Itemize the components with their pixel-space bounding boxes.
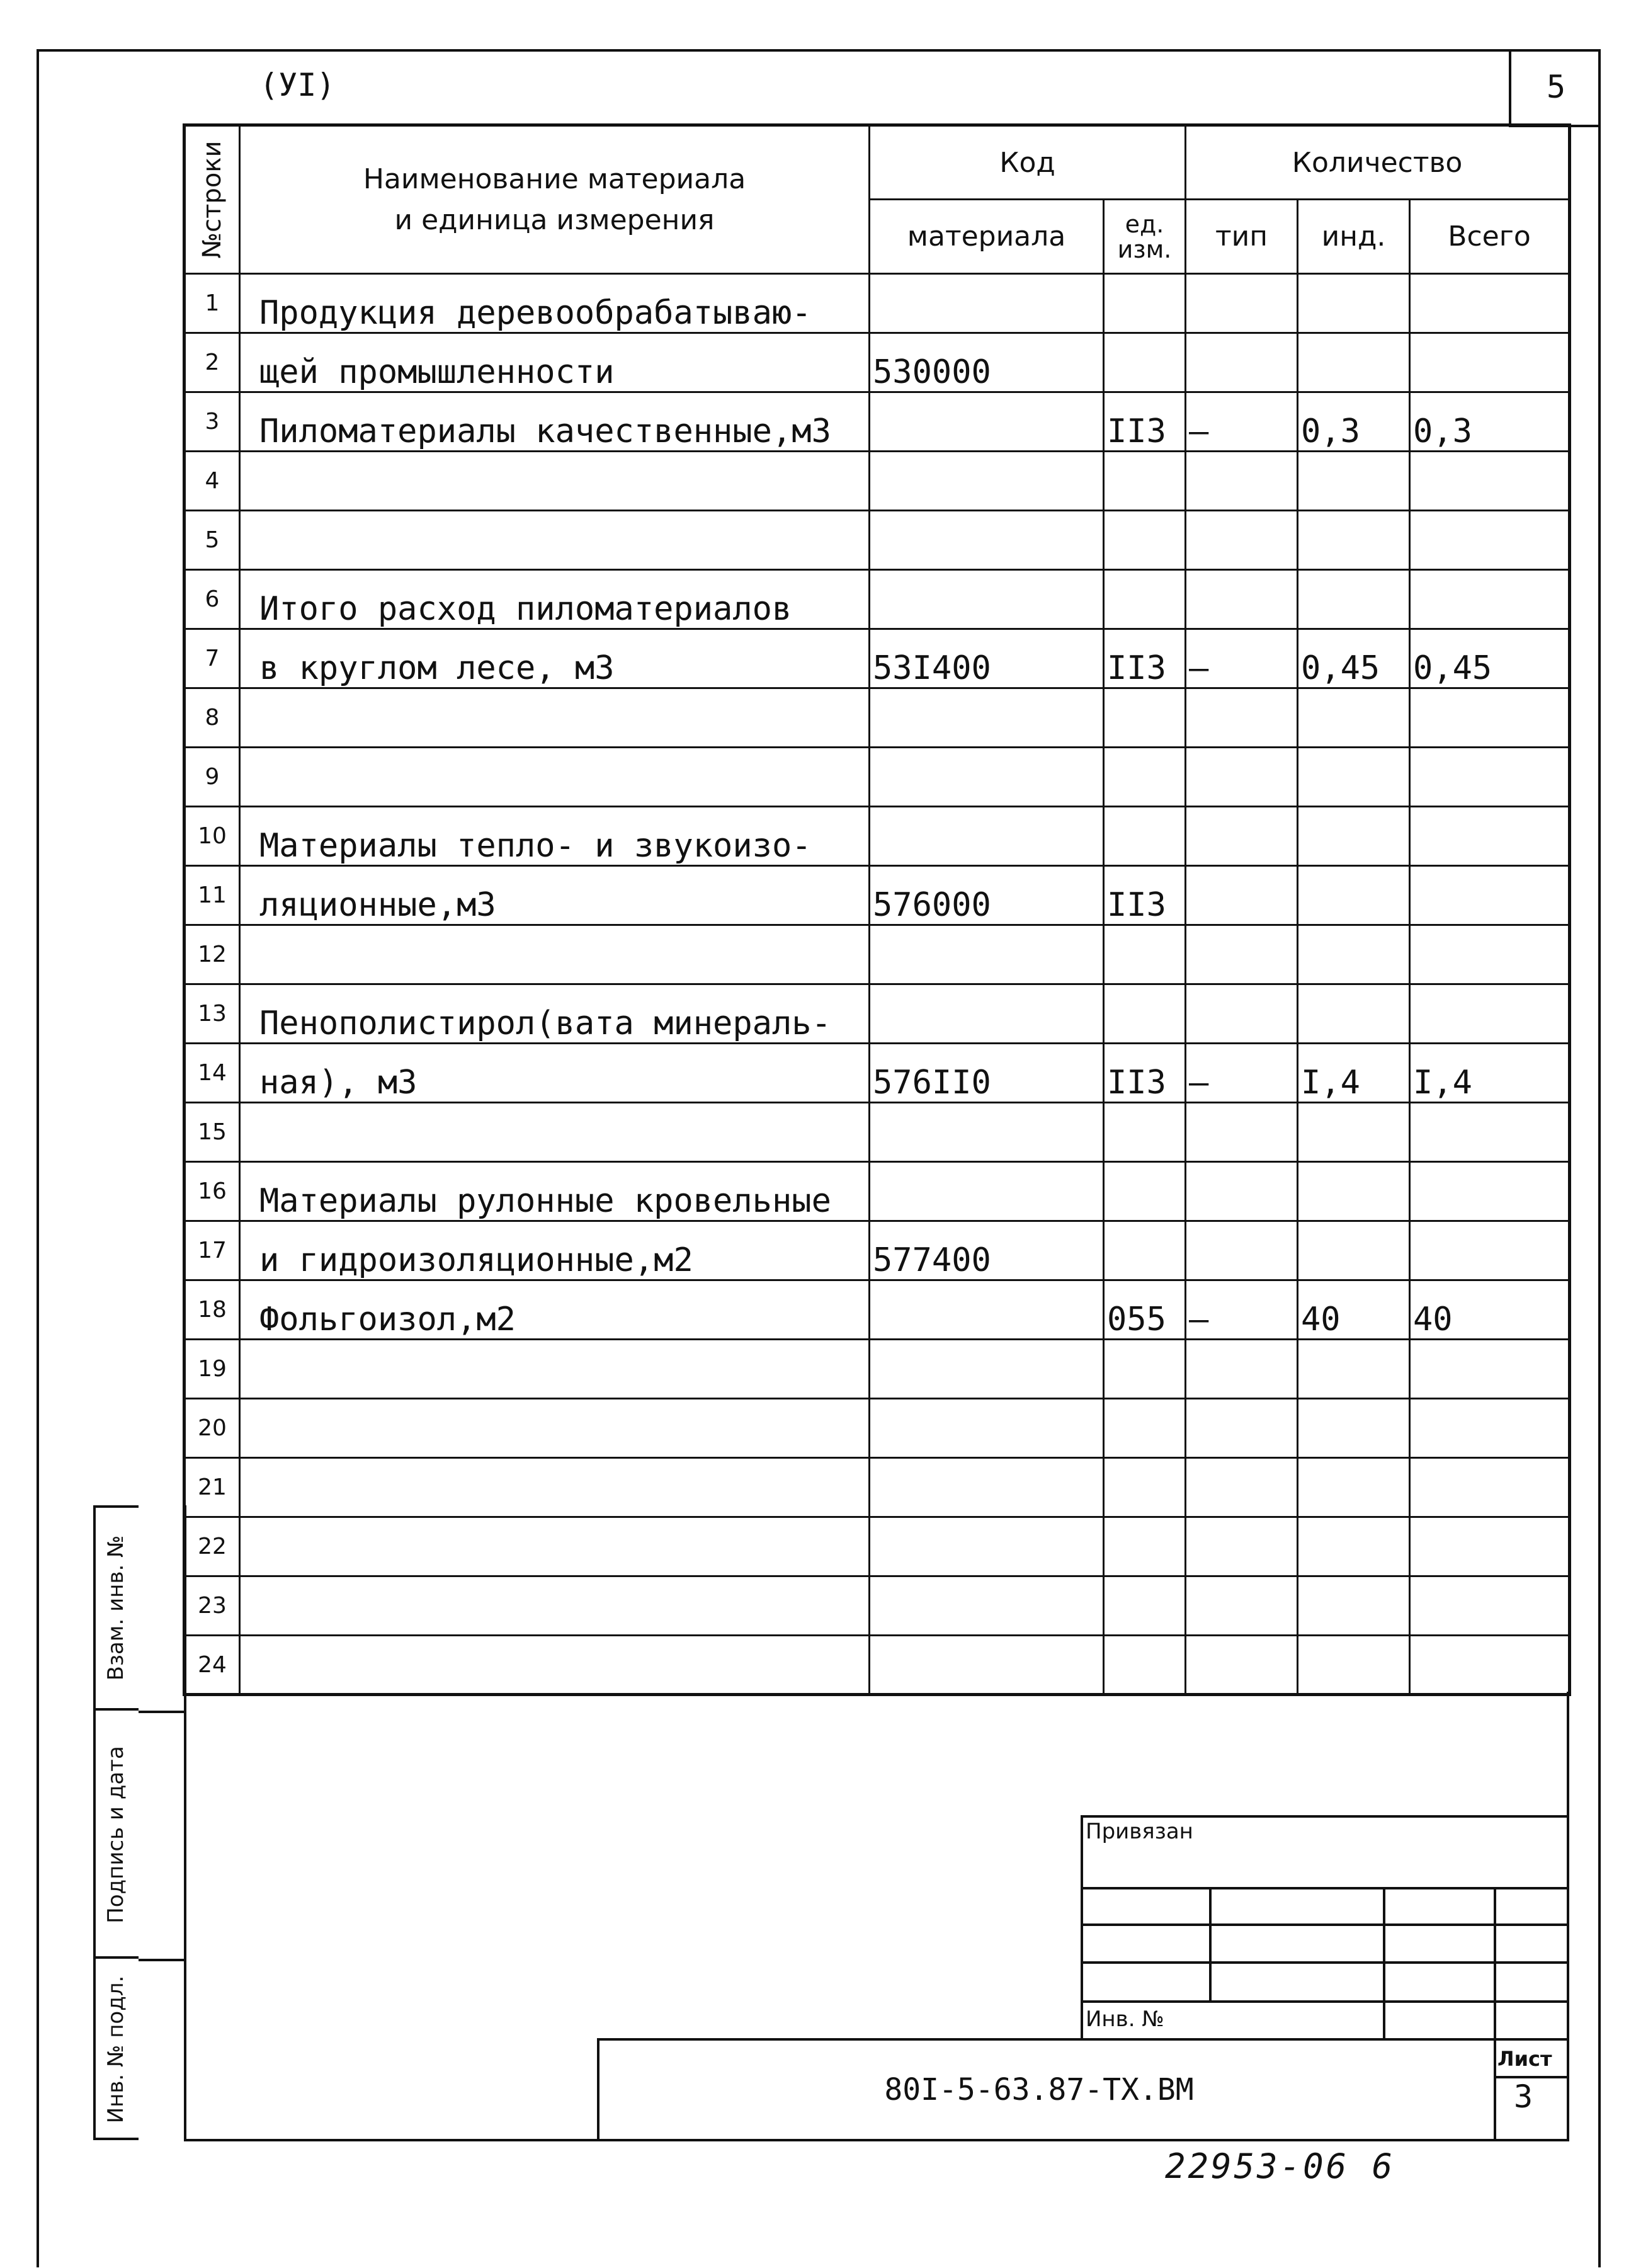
material-code: 530000	[870, 333, 1104, 392]
qty-total	[1410, 511, 1570, 570]
material-name	[240, 452, 870, 511]
materials-table-body	[185, 274, 1570, 1695]
qty-ind	[1298, 807, 1410, 866]
qty-ind	[1298, 925, 1410, 984]
material-name: Материалы тепло- и звукоизо-	[240, 807, 870, 866]
table-row	[185, 629, 1570, 688]
qty-type	[1186, 1221, 1298, 1280]
frame-bottom	[184, 2139, 1567, 2141]
qty-ind	[1298, 1636, 1410, 1695]
unit-code	[1104, 274, 1186, 333]
side-stamp-sign-date	[93, 1711, 186, 1959]
header-rownum: №строки	[185, 125, 240, 274]
table-row	[185, 1576, 1570, 1636]
page-number: 5	[1509, 49, 1601, 127]
bound-col-3	[1494, 1887, 1496, 2038]
row-number: 3	[185, 392, 240, 452]
document-code: 80I-5-63.87-ТХ.ВМ	[884, 2072, 1194, 2107]
stamp-side-divider-1	[139, 1711, 184, 1713]
table-row	[185, 274, 1570, 333]
table-row	[185, 1399, 1570, 1458]
qty-total	[1410, 984, 1570, 1044]
unit-code	[1104, 1103, 1186, 1162]
material-code	[870, 1280, 1104, 1340]
doc-block-top	[597, 2038, 1567, 2041]
material-name: ная), м3	[240, 1044, 870, 1103]
header-code-group: Код	[870, 125, 1186, 200]
qty-type	[1186, 570, 1298, 629]
material-name: щей промышленности	[240, 333, 870, 392]
unit-code	[1104, 511, 1186, 570]
page-frame-left	[37, 49, 39, 2267]
qty-total	[1410, 748, 1570, 807]
material-name: Итого расход пиломатериалов	[240, 570, 870, 629]
qty-total	[1410, 274, 1570, 333]
unit-code	[1104, 688, 1186, 748]
section-code: (УI)	[259, 67, 336, 103]
table-row	[185, 333, 1570, 392]
qty-total	[1410, 1103, 1570, 1162]
material-code	[870, 274, 1104, 333]
qty-total	[1410, 1517, 1570, 1576]
qty-total	[1410, 1576, 1570, 1636]
qty-type	[1186, 274, 1298, 333]
qty-type: –	[1186, 629, 1298, 688]
row-number: 22	[185, 1517, 240, 1576]
bound-col-2	[1383, 1887, 1385, 2038]
unit-code	[1104, 1162, 1186, 1221]
qty-ind	[1298, 1399, 1410, 1458]
qty-type	[1186, 1576, 1298, 1636]
qty-ind: 0,3	[1298, 392, 1410, 452]
table-row	[185, 1103, 1570, 1162]
table-row	[185, 1044, 1570, 1103]
qty-ind	[1298, 1576, 1410, 1636]
header-qty-type: тип	[1186, 200, 1298, 274]
material-name: Фольгоизол,м2	[240, 1280, 870, 1340]
table-row	[185, 452, 1570, 511]
header-code-unit: ед. изм.	[1104, 200, 1186, 274]
handwritten-number: 22953-06 6	[1165, 2146, 1395, 2186]
row-number: 10	[185, 807, 240, 866]
side-stamp-sign-date-label: Подпись и дата	[103, 1746, 128, 1923]
material-code	[870, 807, 1104, 866]
unit-code	[1104, 570, 1186, 629]
material-code	[870, 570, 1104, 629]
material-code: 576000	[870, 866, 1104, 925]
qty-total	[1410, 570, 1570, 629]
qty-total	[1410, 688, 1570, 748]
row-number: 20	[185, 1399, 240, 1458]
row-number: 7	[185, 629, 240, 688]
qty-type	[1186, 1636, 1298, 1695]
unit-code: II3	[1104, 392, 1186, 452]
qty-total	[1410, 452, 1570, 511]
row-number: 11	[185, 866, 240, 925]
qty-type	[1186, 984, 1298, 1044]
qty-ind	[1298, 1162, 1410, 1221]
sheet-number: 3	[1514, 2078, 1533, 2115]
material-code: 576II0	[870, 1044, 1104, 1103]
row-number: 14	[185, 1044, 240, 1103]
header-name	[240, 125, 870, 274]
header-qty-ind: инд.	[1298, 200, 1410, 274]
qty-type: –	[1186, 1280, 1298, 1340]
table-row	[185, 1517, 1570, 1576]
material-code	[870, 1636, 1104, 1695]
material-name: Пенополистирол(вата минераль-	[240, 984, 870, 1044]
side-stamp-inv-orig-label: Инв. № подл.	[103, 1975, 128, 2124]
unit-code	[1104, 1221, 1186, 1280]
qty-ind	[1298, 1103, 1410, 1162]
material-code	[870, 984, 1104, 1044]
material-code	[870, 748, 1104, 807]
unit-code	[1104, 452, 1186, 511]
material-name	[240, 1458, 870, 1517]
row-number: 12	[185, 925, 240, 984]
unit-code	[1104, 1636, 1186, 1695]
table-row	[185, 1340, 1570, 1399]
material-name	[240, 1517, 870, 1576]
unit-code: 055	[1104, 1280, 1186, 1340]
material-code	[870, 1576, 1104, 1636]
material-code	[870, 1399, 1104, 1458]
qty-ind	[1298, 333, 1410, 392]
row-number: 9	[185, 748, 240, 807]
qty-ind: 0,45	[1298, 629, 1410, 688]
qty-ind: 40	[1298, 1280, 1410, 1340]
qty-total: 0,3	[1410, 392, 1570, 452]
qty-type	[1186, 748, 1298, 807]
qty-total	[1410, 807, 1570, 866]
qty-ind	[1298, 688, 1410, 748]
qty-total	[1410, 333, 1570, 392]
material-name: Пиломатериалы качественные,м3	[240, 392, 870, 452]
inv-label: Инв. №	[1086, 2007, 1164, 2032]
row-number: 23	[185, 1576, 240, 1636]
row-number: 6	[185, 570, 240, 629]
sheet-col-left	[1494, 2038, 1496, 2140]
qty-total	[1410, 1399, 1570, 1458]
table-row	[185, 807, 1570, 866]
table-row	[185, 1221, 1570, 1280]
material-name	[240, 1636, 870, 1695]
unit-code	[1104, 925, 1186, 984]
qty-ind	[1298, 984, 1410, 1044]
qty-total	[1410, 1162, 1570, 1221]
bound-left	[1081, 1815, 1083, 2038]
unit-code	[1104, 748, 1186, 807]
row-number: 2	[185, 333, 240, 392]
header-name-line2: и единица измерения	[394, 204, 715, 236]
qty-ind	[1298, 1458, 1410, 1517]
material-name	[240, 1576, 870, 1636]
qty-ind	[1298, 1517, 1410, 1576]
qty-ind: I,4	[1298, 1044, 1410, 1103]
header-code-material: материала	[870, 200, 1104, 274]
row-number: 19	[185, 1340, 240, 1399]
qty-type	[1186, 807, 1298, 866]
qty-total: 40	[1410, 1280, 1570, 1340]
qty-type	[1186, 1103, 1298, 1162]
material-code	[870, 925, 1104, 984]
qty-total	[1410, 1458, 1570, 1517]
row-number: 18	[185, 1280, 240, 1340]
frame-right-inner	[1567, 1692, 1569, 2141]
qty-ind	[1298, 748, 1410, 807]
qty-type	[1186, 866, 1298, 925]
qty-total	[1410, 925, 1570, 984]
unit-code	[1104, 333, 1186, 392]
material-code	[870, 392, 1104, 452]
qty-ind	[1298, 1221, 1410, 1280]
table-row	[185, 570, 1570, 629]
unit-code	[1104, 1517, 1186, 1576]
qty-type: –	[1186, 1044, 1298, 1103]
unit-code	[1104, 1340, 1186, 1399]
materials-table	[183, 123, 1571, 1696]
qty-type: –	[1186, 392, 1298, 452]
qty-type	[1186, 1340, 1298, 1399]
table-row	[185, 925, 1570, 984]
qty-total	[1410, 1636, 1570, 1695]
qty-type	[1186, 1399, 1298, 1458]
unit-code: II3	[1104, 629, 1186, 688]
qty-type	[1186, 1162, 1298, 1221]
table-row	[185, 1458, 1570, 1517]
page-frame-top	[37, 49, 1601, 52]
material-code: 53I400	[870, 629, 1104, 688]
row-number: 21	[185, 1458, 240, 1517]
material-name	[240, 748, 870, 807]
table-row	[185, 748, 1570, 807]
material-name: ляционные,м3	[240, 866, 870, 925]
unit-code	[1104, 1576, 1186, 1636]
row-number: 15	[185, 1103, 240, 1162]
qty-ind	[1298, 511, 1410, 570]
bound-col-1	[1209, 1887, 1212, 2000]
sheet-label: Лист	[1497, 2047, 1552, 2071]
material-name: и гидроизоляционные,м2	[240, 1221, 870, 1280]
qty-type	[1186, 333, 1298, 392]
qty-total: I,4	[1410, 1044, 1570, 1103]
material-name	[240, 1103, 870, 1162]
qty-total	[1410, 1221, 1570, 1280]
qty-type	[1186, 511, 1298, 570]
qty-ind	[1298, 866, 1410, 925]
material-name	[240, 511, 870, 570]
row-number: 4	[185, 452, 240, 511]
row-number: 5	[185, 511, 240, 570]
material-code	[870, 511, 1104, 570]
material-name	[240, 1399, 870, 1458]
row-number: 1	[185, 274, 240, 333]
row-number: 16	[185, 1162, 240, 1221]
page-frame-right	[1598, 49, 1601, 2267]
bound-label: Привязан	[1086, 1819, 1193, 1844]
table-row	[185, 688, 1570, 748]
header-qty-group: Количество	[1186, 125, 1570, 200]
unit-code	[1104, 1458, 1186, 1517]
unit-code: II3	[1104, 1044, 1186, 1103]
header-qty-total: Всего	[1410, 200, 1570, 274]
side-stamp-replace-inv	[93, 1505, 186, 1711]
stamp-side-divider-2	[139, 1959, 184, 1961]
qty-type	[1186, 925, 1298, 984]
table-row	[185, 1280, 1570, 1340]
row-number: 17	[185, 1221, 240, 1280]
row-number: 13	[185, 984, 240, 1044]
material-name	[240, 1340, 870, 1399]
unit-code	[1104, 1399, 1186, 1458]
qty-ind	[1298, 452, 1410, 511]
side-stamp-replace-inv-label: Взам. инв. №	[103, 1535, 128, 1681]
qty-total: 0,45	[1410, 629, 1570, 688]
header-name-line1: Наименование материала	[363, 163, 746, 195]
bound-top	[1081, 1815, 1567, 1818]
material-code	[870, 1458, 1104, 1517]
table-row	[185, 392, 1570, 452]
material-name: в круглом лесе, м3	[240, 629, 870, 688]
qty-ind	[1298, 274, 1410, 333]
unit-code: II3	[1104, 866, 1186, 925]
material-code	[870, 1517, 1104, 1576]
qty-type	[1186, 1458, 1298, 1517]
material-name: Материалы рулонные кровельные	[240, 1162, 870, 1221]
material-name: Продукция деревообрабатываю-	[240, 274, 870, 333]
material-code: 577400	[870, 1221, 1104, 1280]
row-number: 8	[185, 688, 240, 748]
table-row	[185, 984, 1570, 1044]
qty-total	[1410, 866, 1570, 925]
table-row	[185, 1162, 1570, 1221]
material-name	[240, 925, 870, 984]
stamp-left-border	[184, 1692, 186, 2140]
qty-total	[1410, 1340, 1570, 1399]
material-code	[870, 1340, 1104, 1399]
table-row	[185, 511, 1570, 570]
side-stamp-inv-orig	[93, 1959, 186, 2140]
table-row	[185, 1636, 1570, 1695]
qty-type	[1186, 1517, 1298, 1576]
qty-type	[1186, 452, 1298, 511]
material-name	[240, 688, 870, 748]
stamp-left-border-upper	[184, 1505, 186, 1694]
material-code	[870, 1162, 1104, 1221]
qty-ind	[1298, 570, 1410, 629]
qty-type	[1186, 688, 1298, 748]
material-code	[870, 1103, 1104, 1162]
table-row	[185, 866, 1570, 925]
unit-code	[1104, 807, 1186, 866]
qty-ind	[1298, 1340, 1410, 1399]
material-code	[870, 688, 1104, 748]
unit-code	[1104, 984, 1186, 1044]
row-number: 24	[185, 1636, 240, 1695]
material-code	[870, 452, 1104, 511]
